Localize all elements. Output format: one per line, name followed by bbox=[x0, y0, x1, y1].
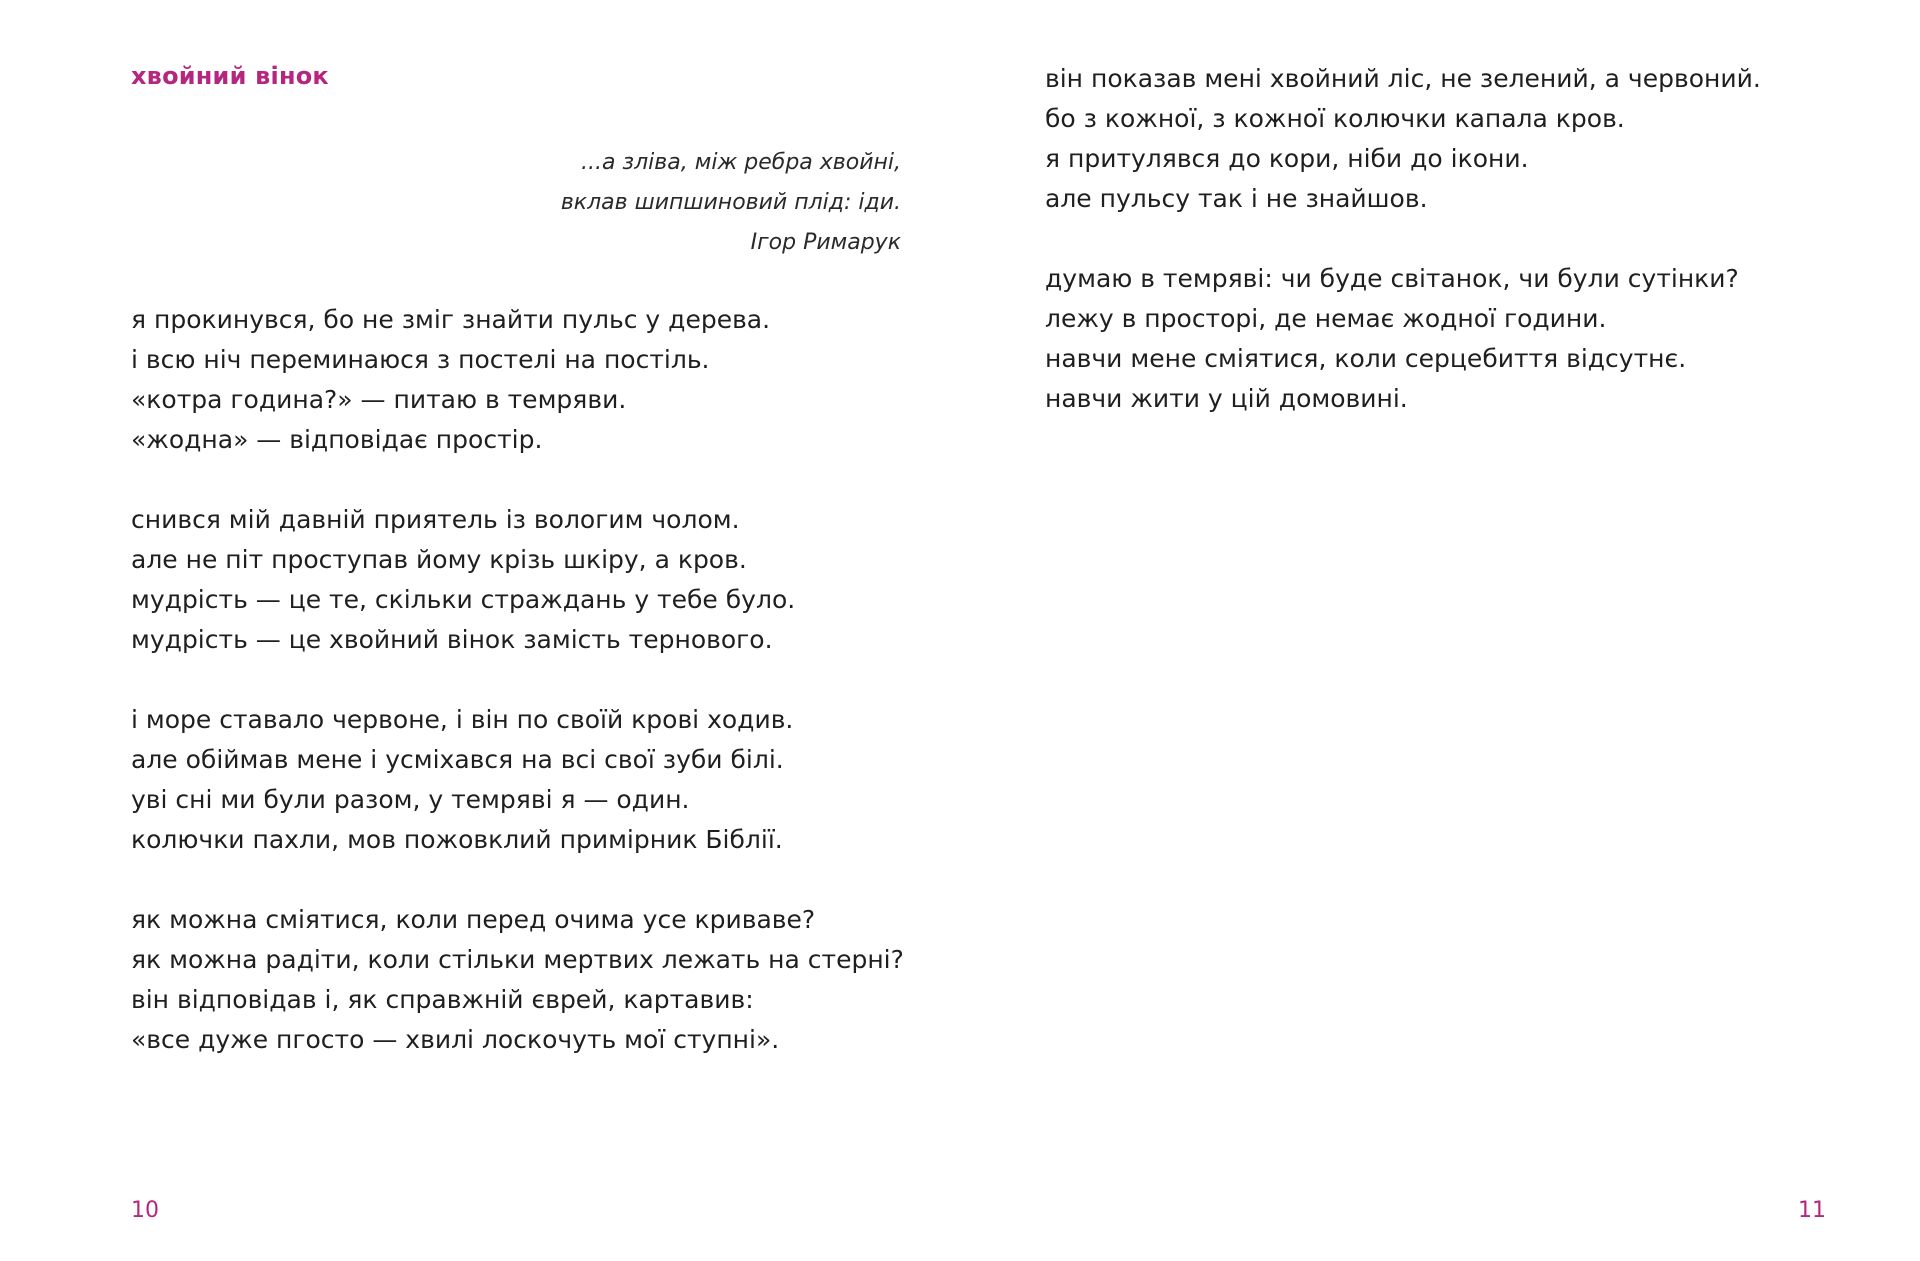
stanza bbox=[1045, 59, 1761, 219]
epigraph-line: вклав шипшиновий плід: іди. bbox=[560, 190, 901, 215]
stanza bbox=[131, 900, 904, 1060]
epigraph-author: Ігор Римарук bbox=[750, 230, 901, 255]
poem-line: але пульсу так і не знайшов. bbox=[1045, 184, 1428, 213]
poem-line: він відповідав і, як справжній єврей, картавив: bbox=[131, 985, 754, 1014]
poem-line: і всю ніч переминаюся з постелі на постіль. bbox=[131, 345, 710, 374]
poem-line: як можна сміятися, коли перед очима усе криваве? bbox=[131, 905, 816, 934]
poem-line: лежу в просторі, де немає жодної години. bbox=[1045, 304, 1607, 333]
poem-line: як можна радіти, коли стільки мертвих лежать на стерні? bbox=[131, 945, 904, 974]
poem-line: але не піт проступав йому крізь шкіру, а кров. bbox=[131, 545, 747, 574]
poem-line: бо з кожної, з кожної колючки капала кров. bbox=[1045, 104, 1625, 133]
poem-line: навчи мене сміятися, коли серцебиття відсутнє. bbox=[1045, 344, 1687, 373]
poem-title: хвойний вінок bbox=[131, 62, 329, 90]
poem-line: але обіймав мене і усміхався на всі свої зуби білі. bbox=[131, 745, 784, 774]
poem-line: я притулявся до кори, ніби до ікони. bbox=[1045, 144, 1529, 173]
poem-line: снився мій давній приятель із вологим чолом. bbox=[131, 505, 740, 534]
epigraph-line: ...а зліва, між ребра хвойні, bbox=[580, 150, 901, 175]
stanza bbox=[131, 700, 904, 860]
poem-body-left bbox=[131, 300, 904, 1100]
poem-line: «все дуже пгосто — хвилі лоскочуть мої ступні». bbox=[131, 1025, 780, 1054]
poem-line: колючки пахли, мов пожовклий примірник Біблії. bbox=[131, 825, 783, 854]
poem-line: мудрість — це хвойний вінок замість тернового. bbox=[131, 625, 773, 654]
poem-line: він показав мені хвойний ліс, не зелений, а червоний. bbox=[1045, 64, 1761, 93]
poem-line: навчи жити у цій домовині. bbox=[1045, 384, 1408, 413]
epigraph bbox=[431, 143, 901, 263]
stanza bbox=[131, 300, 904, 460]
poem-line: «котра година?» — питаю в темряви. bbox=[131, 385, 627, 414]
poem-body-right bbox=[1045, 59, 1761, 459]
poem-line: мудрість — це те, скільки страждань у тебе було. bbox=[131, 585, 796, 614]
right-page bbox=[960, 0, 1920, 1261]
page-number: 11 bbox=[1798, 1198, 1826, 1223]
poem-line: «жодна» — відповідає простір. bbox=[131, 425, 543, 454]
stanza bbox=[131, 500, 904, 660]
poem-line: я прокинувся, бо не зміг знайти пульс у дерева. bbox=[131, 305, 771, 334]
poem-line: уві сні ми були разом, у темряві я — один. bbox=[131, 785, 690, 814]
poem-line: і море ставало червоне, і він по своїй крові ходив. bbox=[131, 705, 794, 734]
page-number: 10 bbox=[131, 1198, 159, 1223]
stanza bbox=[1045, 259, 1761, 419]
poem-line: думаю в темряві: чи буде світанок, чи були сутінки? bbox=[1045, 264, 1739, 293]
